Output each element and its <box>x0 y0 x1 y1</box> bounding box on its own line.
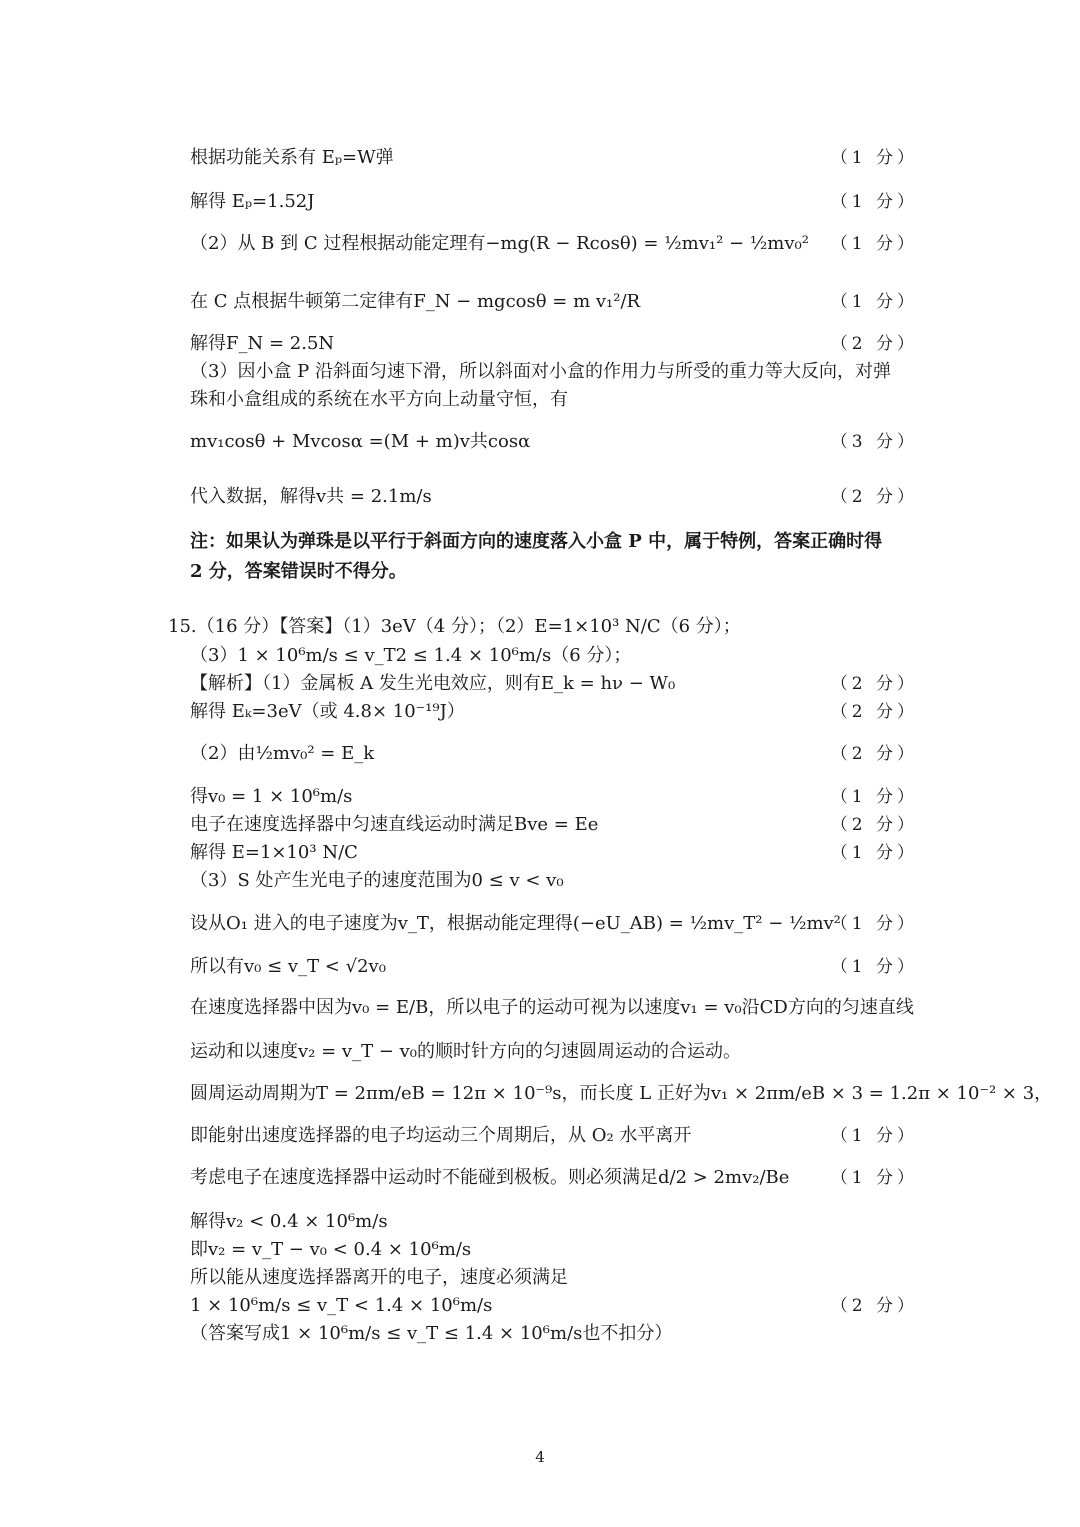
score-mark: （1 分） <box>830 957 918 977</box>
score-mark: （2 分） <box>830 1296 918 1316</box>
score-mark: （2 分） <box>830 334 918 354</box>
line-e-field-result: 解得 E=1×10³ N/C <box>190 842 358 863</box>
score-mark: （1 分） <box>830 914 918 934</box>
line-speed-range: （3）S 处产生光电子的速度范围为0 ≤ v < v₀ <box>190 870 564 891</box>
score-mark: （1 分） <box>830 148 918 168</box>
line-motion-decomposition-1: 在速度选择器中因为v₀ = E/B，所以电子的运动可视为以速度v₁ = v₀沿CD方向的匀速直线 <box>190 997 914 1018</box>
line-newton-second-law: 在 C 点根据牛顿第二定律有F_N − mgcosθ = m v₁²/R <box>190 291 641 312</box>
line-alt-answer-note: （答案写成1 × 10⁶m/s ≤ v_T ≤ 1.4 × 10⁶m/s也不扣分） <box>190 1323 673 1344</box>
note-line-1: 注：如果认为弹珠是以平行于斜面方向的速度落入小盒 P 中，属于特例，答案正确时得 <box>190 531 883 552</box>
score-mark: （1 分） <box>830 1126 918 1146</box>
line-common-velocity: 代入数据，解得v共 = 2.1m/s <box>190 486 432 507</box>
line-conclusion-intro: 所以能从速度选择器离开的电子，速度必须满足 <box>190 1267 568 1288</box>
line-velocity-selector: 电子在速度选择器中匀速直线运动时满足Bve = Ee <box>190 814 599 835</box>
score-mark: （1 分） <box>830 192 918 212</box>
line-part3-intro: （3）因小盒 P 沿斜面匀速下滑，所以斜面对小盒的作用力与所受的重力等大反向，对弹 <box>190 361 892 382</box>
line-motion-decomposition-2: 运动和以速度v₂ = v_T − v₀的顺时针方向的匀速圆周运动的合运动。 <box>190 1041 741 1062</box>
line-part3-momentum: 珠和小盒组成的系统在水平方向上动量守恒，有 <box>190 389 568 410</box>
note-line-2: 2 分，答案错误时不得分。 <box>190 561 407 582</box>
page-number: 4 <box>535 1448 545 1466</box>
score-mark: （1 分） <box>830 234 918 254</box>
line-photoelectric: 【解析】（1）金属板 A 发生光电效应，则有E_k = hν − W₀ <box>190 673 676 694</box>
line-vt-range: 所以有v₀ ≤ v_T < √2v₀ <box>190 956 386 977</box>
line-kinetic-theorem: （2）从 B 到 C 过程根据动能定理有−mg(R − Rcosθ) = ½mv₁² − ½mv₀² <box>190 233 809 254</box>
q15-answer-part3: （3）1 × 10⁶m/s ≤ v_T2 ≤ 1.4 × 10⁶m/s（6 分）； <box>190 645 632 666</box>
line-energy-theorem: 设从O₁ 进入的电子速度为v_T，根据动能定理得(−eU_AB) = ½mv_T² − ½mv² <box>190 913 841 934</box>
q15-answer-heading: 15.（16 分）【答案】（1）3eV（4 分）；（2）E=1×10³ N/C（6 分）； <box>168 616 741 637</box>
score-mark: （1 分） <box>830 787 918 807</box>
score-mark: （2 分） <box>830 744 918 764</box>
score-mark: （3 分） <box>830 432 918 452</box>
score-mark: （2 分） <box>830 815 918 835</box>
line-ep-result: 解得 Eₚ=1.52J <box>190 191 315 212</box>
score-mark: （1 分） <box>830 292 918 312</box>
score-mark: （2 分） <box>830 487 918 507</box>
line-momentum-equation: mv₁cosθ + Mvcosα =(M + m)v共cosα <box>190 431 531 452</box>
score-mark: （1 分） <box>830 1168 918 1188</box>
line-period: 圆周运动周期为T = 2πm/eB = 12π × 10⁻⁹s，而长度 L 正好为v₁ × 2πm/eB × 3 = 1.2π × 10⁻² × 3， <box>190 1083 1053 1104</box>
score-mark: （1 分） <box>830 843 918 863</box>
line-work-energy: 根据功能关系有 Eₚ=W弹 <box>190 147 394 168</box>
line-plate-condition: 考虑电子在速度选择器中运动时不能碰到极板。则必须满足d/2 > 2mv₂/Be <box>190 1167 790 1188</box>
line-three-periods: 即能射出速度选择器的电子均运动三个周期后，从 O₂ 水平离开 <box>190 1125 692 1146</box>
line-v0-result: 得v₀ = 1 × 10⁶m/s <box>190 786 353 807</box>
line-final-range: 1 × 10⁶m/s ≤ v_T < 1.4 × 10⁶m/s <box>190 1295 493 1316</box>
score-mark: （2 分） <box>830 674 918 694</box>
line-v2-expression: 即v₂ = v_T − v₀ < 0.4 × 10⁶m/s <box>190 1239 472 1260</box>
line-v2-result: 解得v₂ < 0.4 × 10⁶m/s <box>190 1211 388 1232</box>
line-fn-result: 解得F_N = 2.5N <box>190 333 335 354</box>
line-ek-result: 解得 Eₖ=3eV（或 4.8× 10⁻¹⁹J） <box>190 701 465 722</box>
score-mark: （2 分） <box>830 702 918 722</box>
line-kinetic-energy: （2）由½mv₀² = E_k <box>190 743 375 764</box>
